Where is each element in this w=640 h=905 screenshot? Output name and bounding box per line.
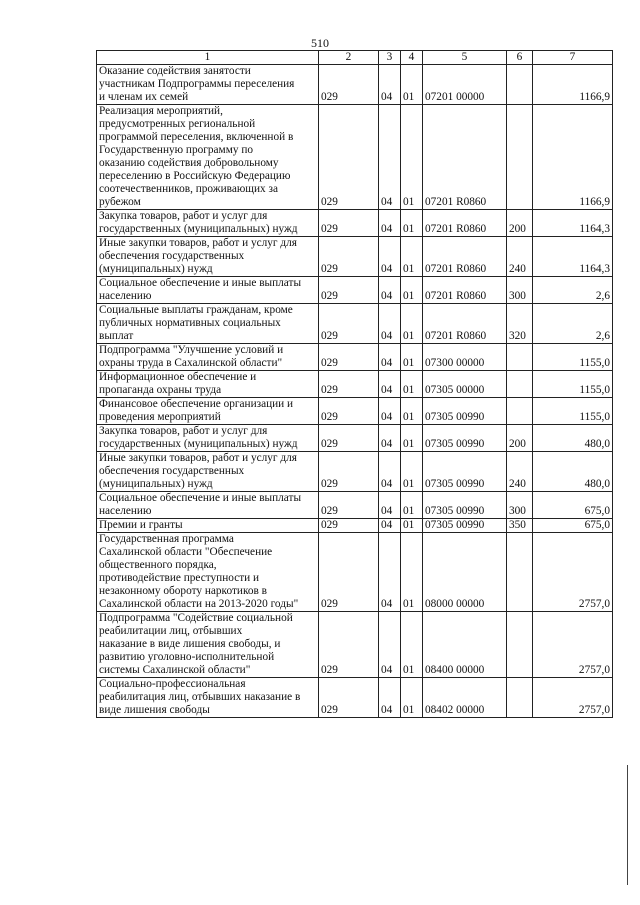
admin-code: 029 [319, 105, 379, 210]
target-article-code: 07300 00000 [423, 344, 507, 371]
admin-code: 029 [319, 304, 379, 344]
expense-type-code: 320 [507, 304, 533, 344]
admin-code: 029 [319, 425, 379, 452]
admin-code: 029 [319, 452, 379, 492]
subsection-code: 01 [401, 398, 423, 425]
target-article-code: 07305 00990 [423, 492, 507, 519]
expense-type-code [507, 105, 533, 210]
expense-type-code: 300 [507, 492, 533, 519]
table-row [97, 210, 613, 237]
row-description: Государственная программа Сахалинской области "Обеспечение общественного порядка, противодействие преступности и незаконному обороту наркотиков в Сахалинской области на 2013-2020 годы" [97, 533, 319, 612]
expense-type-code [507, 533, 533, 612]
expense-type-code [507, 344, 533, 371]
target-article-code: 07201 R0860 [423, 304, 507, 344]
amount: 1166,9 [533, 65, 613, 105]
amount: 675,0 [533, 519, 613, 533]
expense-type-code [507, 398, 533, 425]
row-description: Реализация мероприятий, предусмотренных региональной программой переселения, включенной в Государственную программу по оказанию содействия добровольному переселению в Российскую Федерацию соотечественников, проживающих за рубежом [97, 105, 319, 210]
subsection-code: 01 [401, 612, 423, 678]
expense-type-code: 240 [507, 452, 533, 492]
expense-type-code: 240 [507, 237, 533, 277]
row-description: Премии и гранты [97, 519, 319, 533]
section-code: 04 [379, 277, 401, 304]
row-description: Финансовое обеспечение организации и проведения мероприятий [97, 398, 319, 425]
table-row [97, 398, 613, 425]
section-code: 04 [379, 452, 401, 492]
subsection-code: 01 [401, 533, 423, 612]
row-description: Подпрограмма "Улучшение условий и охраны труда в Сахалинской области" [97, 344, 319, 371]
subsection-code: 01 [401, 371, 423, 398]
row-description: Подпрограмма "Содействие социальной реабилитации лиц, отбывших наказание в виде лишения свободы, и развитию уголовно-исполнительной системы Сахалинской области" [97, 612, 319, 678]
column-header: 5 [423, 51, 507, 65]
amount: 1155,0 [533, 344, 613, 371]
target-article-code: 07201 R0860 [423, 237, 507, 277]
section-code: 04 [379, 492, 401, 519]
target-article-code: 08402 00000 [423, 678, 507, 718]
target-article-code: 07201 R0860 [423, 210, 507, 237]
subsection-code: 01 [401, 210, 423, 237]
table-row [97, 105, 613, 210]
admin-code: 029 [319, 612, 379, 678]
subsection-code: 01 [401, 105, 423, 210]
expense-type-code: 200 [507, 210, 533, 237]
subsection-code: 01 [401, 277, 423, 304]
section-code: 04 [379, 533, 401, 612]
subsection-code: 01 [401, 425, 423, 452]
amount: 2,6 [533, 277, 613, 304]
target-article-code: 07305 00990 [423, 425, 507, 452]
target-article-code: 07305 00990 [423, 519, 507, 533]
row-description: Закупка товаров, работ и услуг для государственных (муниципальных) нужд [97, 425, 319, 452]
amount: 1155,0 [533, 371, 613, 398]
section-code: 04 [379, 304, 401, 344]
table-row [97, 237, 613, 277]
admin-code: 029 [319, 277, 379, 304]
subsection-code: 01 [401, 492, 423, 519]
target-article-code: 07201 R0860 [423, 105, 507, 210]
admin-code: 029 [319, 533, 379, 612]
table-row [97, 519, 613, 533]
expense-type-code [507, 678, 533, 718]
subsection-code: 01 [401, 304, 423, 344]
amount: 480,0 [533, 425, 613, 452]
expense-type-code [507, 65, 533, 105]
section-code: 04 [379, 65, 401, 105]
section-code: 04 [379, 612, 401, 678]
target-article-code: 07201 00000 [423, 65, 507, 105]
table-row [97, 678, 613, 718]
subsection-code: 01 [401, 678, 423, 718]
amount: 480,0 [533, 452, 613, 492]
expense-type-code [507, 371, 533, 398]
amount: 675,0 [533, 492, 613, 519]
table-row [97, 612, 613, 678]
amount: 1164,3 [533, 210, 613, 237]
admin-code: 029 [319, 519, 379, 533]
target-article-code: 07201 R0860 [423, 277, 507, 304]
amount: 2757,0 [533, 612, 613, 678]
section-code: 04 [379, 344, 401, 371]
section-code: 04 [379, 678, 401, 718]
margin-line [627, 765, 628, 885]
amount: 1166,9 [533, 105, 613, 210]
column-header: 7 [533, 51, 613, 65]
subsection-code: 01 [401, 237, 423, 277]
column-header: 3 [379, 51, 401, 65]
amount: 1164,3 [533, 237, 613, 277]
section-code: 04 [379, 371, 401, 398]
table-row [97, 304, 613, 344]
table-row [97, 371, 613, 398]
admin-code: 029 [319, 398, 379, 425]
column-header: 6 [507, 51, 533, 65]
amount: 1155,0 [533, 398, 613, 425]
expense-type-code [507, 612, 533, 678]
header-row [97, 51, 613, 65]
target-article-code: 07305 00990 [423, 398, 507, 425]
row-description: Социальное обеспечение и иные выплаты населению [97, 277, 319, 304]
column-header: 4 [401, 51, 423, 65]
admin-code: 029 [319, 371, 379, 398]
row-description: Социальные выплаты гражданам, кроме публичных нормативных социальных выплат [97, 304, 319, 344]
table-row [97, 425, 613, 452]
section-code: 04 [379, 398, 401, 425]
table-row [97, 533, 613, 612]
expense-type-code: 350 [507, 519, 533, 533]
subsection-code: 01 [401, 344, 423, 371]
table-row [97, 65, 613, 105]
section-code: 04 [379, 105, 401, 210]
table-row [97, 344, 613, 371]
target-article-code: 07305 00000 [423, 371, 507, 398]
page-number: 510 [311, 36, 329, 50]
target-article-code: 08400 00000 [423, 612, 507, 678]
target-article-code: 07305 00990 [423, 452, 507, 492]
row-description: Оказание содействия занятости участникам Подпрограммы переселения и членам их семей [97, 65, 319, 105]
amount: 2,6 [533, 304, 613, 344]
section-code: 04 [379, 425, 401, 452]
row-description: Социальное обеспечение и иные выплаты населению [97, 492, 319, 519]
section-code: 04 [379, 237, 401, 277]
admin-code: 029 [319, 65, 379, 105]
row-description: Информационное обеспечение и пропаганда охраны труда [97, 371, 319, 398]
section-code: 04 [379, 210, 401, 237]
table-row [97, 492, 613, 519]
budget-table [96, 50, 613, 718]
section-code: 04 [379, 519, 401, 533]
row-description: Иные закупки товаров, работ и услуг для обеспечения государственных (муниципальных) нужд [97, 237, 319, 277]
row-description: Закупка товаров, работ и услуг для государственных (муниципальных) нужд [97, 210, 319, 237]
admin-code: 029 [319, 344, 379, 371]
row-description: Иные закупки товаров, работ и услуг для обеспечения государственных (муниципальных) нужд [97, 452, 319, 492]
column-header: 1 [97, 51, 319, 65]
subsection-code: 01 [401, 65, 423, 105]
admin-code: 029 [319, 492, 379, 519]
row-description: Социально-профессиональная реабилитация лиц, отбывших наказание в виде лишения свободы [97, 678, 319, 718]
expense-type-code: 200 [507, 425, 533, 452]
table-row [97, 452, 613, 492]
admin-code: 029 [319, 237, 379, 277]
subsection-code: 01 [401, 452, 423, 492]
admin-code: 029 [319, 210, 379, 237]
subsection-code: 01 [401, 519, 423, 533]
table-row [97, 277, 613, 304]
expense-type-code: 300 [507, 277, 533, 304]
amount: 2757,0 [533, 533, 613, 612]
column-header: 2 [319, 51, 379, 65]
target-article-code: 08000 00000 [423, 533, 507, 612]
amount: 2757,0 [533, 678, 613, 718]
admin-code: 029 [319, 678, 379, 718]
